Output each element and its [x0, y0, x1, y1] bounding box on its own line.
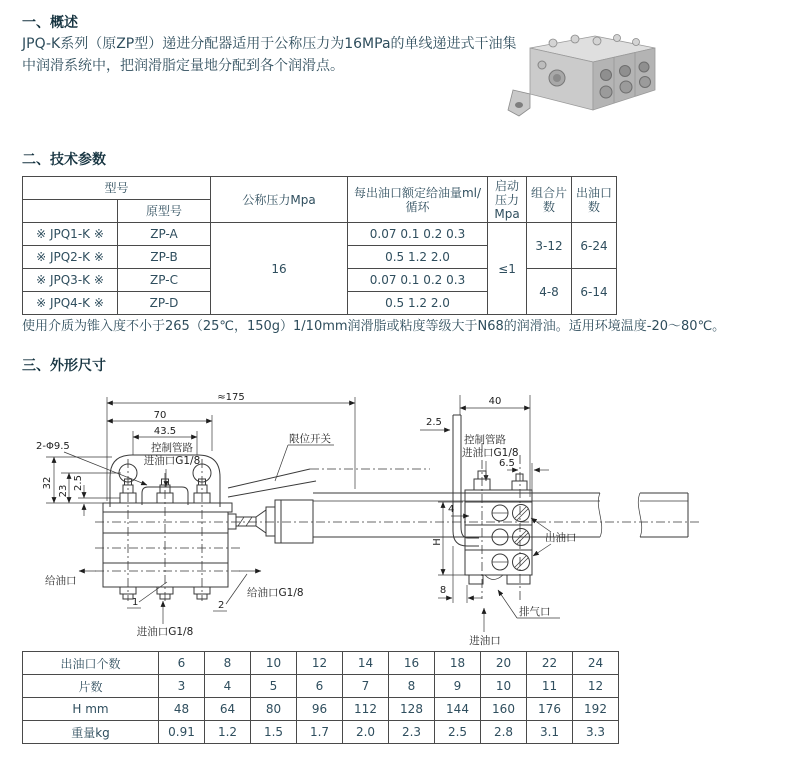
dim-4-label: 4: [448, 504, 455, 515]
row-label: 重量kg: [23, 721, 159, 744]
dim-43-5-label: 43.5: [153, 426, 177, 437]
front-view-drawing: [36, 392, 700, 638]
table-row: 片数 3 4 5 6 7 8 9 10 11 12: [23, 675, 619, 698]
model-cell: ※ JPQ3-K ※: [23, 269, 118, 292]
dim-23-label: 23: [58, 484, 69, 498]
col-header-orig-model: 原型号: [118, 200, 211, 223]
dim-2-5-side-label: 2.5: [426, 417, 442, 428]
dim-2-5-label: 2.5: [73, 475, 84, 491]
dimension-drawings: [0, 385, 800, 647]
control-line-side-label: 控制管路: [464, 434, 506, 446]
col-header-outlets: 出油口数: [572, 177, 617, 223]
orig-model-cell: ZP-C: [118, 269, 211, 292]
pressure-value-cell: 16: [211, 223, 348, 315]
col-header-blank: [23, 200, 118, 223]
tech-params-table: [22, 176, 617, 315]
flow-cell: 0.5 1.2 2.0: [348, 292, 488, 315]
col-header-flow: 每出油口额定给油量ml/循环: [348, 177, 488, 223]
dim-h-label: H: [432, 538, 443, 546]
model-cell: ※ JPQ4-K ※: [23, 292, 118, 315]
inlet-g18-side-label: 进油口G1/8: [462, 447, 519, 459]
start-pressure-cell: ≤1: [488, 223, 527, 315]
table-row: [23, 223, 617, 246]
row-label: 出油口个数: [23, 652, 159, 675]
model-cell: ※ JPQ1-K ※: [23, 223, 118, 246]
dim-6-5-label: 6.5: [499, 458, 515, 469]
outlets-cell: 6-24: [572, 223, 617, 269]
dim-32-label: 32: [42, 476, 53, 490]
plates-cell: 4-8: [527, 269, 572, 315]
callout-1-label: 1: [132, 597, 139, 608]
limit-switch-assembly: [228, 469, 430, 543]
product-photo: [505, 28, 665, 123]
dimension-table: [22, 651, 619, 744]
outlets-cell: 6-14: [572, 269, 617, 315]
outlet-label: 给油口: [45, 575, 77, 587]
limit-switch-label: 限位开关: [289, 433, 331, 445]
section1-body: JPQ-K系列（原ZP型）递进分配器适用于公称压力为16MPa的单线递进式干油集中润滑系统中，把润滑脂定量地分配到各个润滑点。: [22, 36, 517, 74]
machine-rail: [313, 493, 688, 537]
orig-model-cell: ZP-D: [118, 292, 211, 315]
media-note: 使用介质为锥入度不小于265（25℃，150g）1/10mm润滑脂或粘度等级大于N68的润滑油。适用环境温度-20～80℃。: [22, 319, 726, 334]
inlet-g18-label: 进油口G1/8: [143, 455, 201, 467]
inlet-bottom-label: 进油口G1/8: [136, 626, 194, 638]
inlet-side-label: 进油口: [469, 635, 501, 647]
oil-outlet-label: 出油口: [545, 532, 577, 544]
table-row: 出油口个数 6 8 10 12 14 16 18 20 22 24: [23, 652, 619, 675]
col-header-plates: 组合片数: [527, 177, 572, 223]
table-row: H mm 48 64 80 96 112 128 144 160 176 192: [23, 698, 619, 721]
section3-heading: 三、外形尺寸: [22, 358, 106, 374]
flow-cell: 0.07 0.1 0.2 0.3: [348, 223, 488, 246]
dim-40-label: 40: [488, 396, 502, 407]
outlet-g18-label: 给油口G1/8: [247, 587, 304, 599]
orig-model-cell: ZP-A: [118, 223, 211, 246]
model-cell: ※ JPQ2-K ※: [23, 246, 118, 269]
control-line-label: 控制管路: [151, 442, 193, 454]
dim-8-label: 8: [439, 585, 447, 596]
dim-holes-label: 2-Φ9.5: [36, 441, 70, 452]
exhaust-port-label: 排气口: [519, 606, 551, 618]
callout-2-label: 2: [218, 600, 225, 611]
flow-cell: 0.07 0.1 0.2 0.3: [348, 269, 488, 292]
plates-cell: 3-12: [527, 223, 572, 269]
col-header-model: 型号: [23, 177, 211, 200]
table-row: 重量kg 0.91 1.2 1.5 1.7 2.0 2.3 2.5 2.8 3.1 3.3: [23, 721, 619, 744]
orig-model-cell: ZP-B: [118, 246, 211, 269]
row-label: 片数: [23, 675, 159, 698]
col-header-start-pressure: 启动压力Mpa: [488, 177, 527, 223]
flow-cell: 0.5 1.2 2.0: [348, 246, 488, 269]
col-header-pressure: 公称压力Mpa: [211, 177, 348, 223]
side-view-drawing: [420, 395, 577, 647]
dim-70-label: 70: [153, 410, 167, 421]
dim-175-label: ≈175: [217, 392, 245, 403]
section1-heading: 一、概述: [22, 15, 78, 31]
row-label: H mm: [23, 698, 159, 721]
section2-heading: 二、技术参数: [22, 152, 106, 168]
